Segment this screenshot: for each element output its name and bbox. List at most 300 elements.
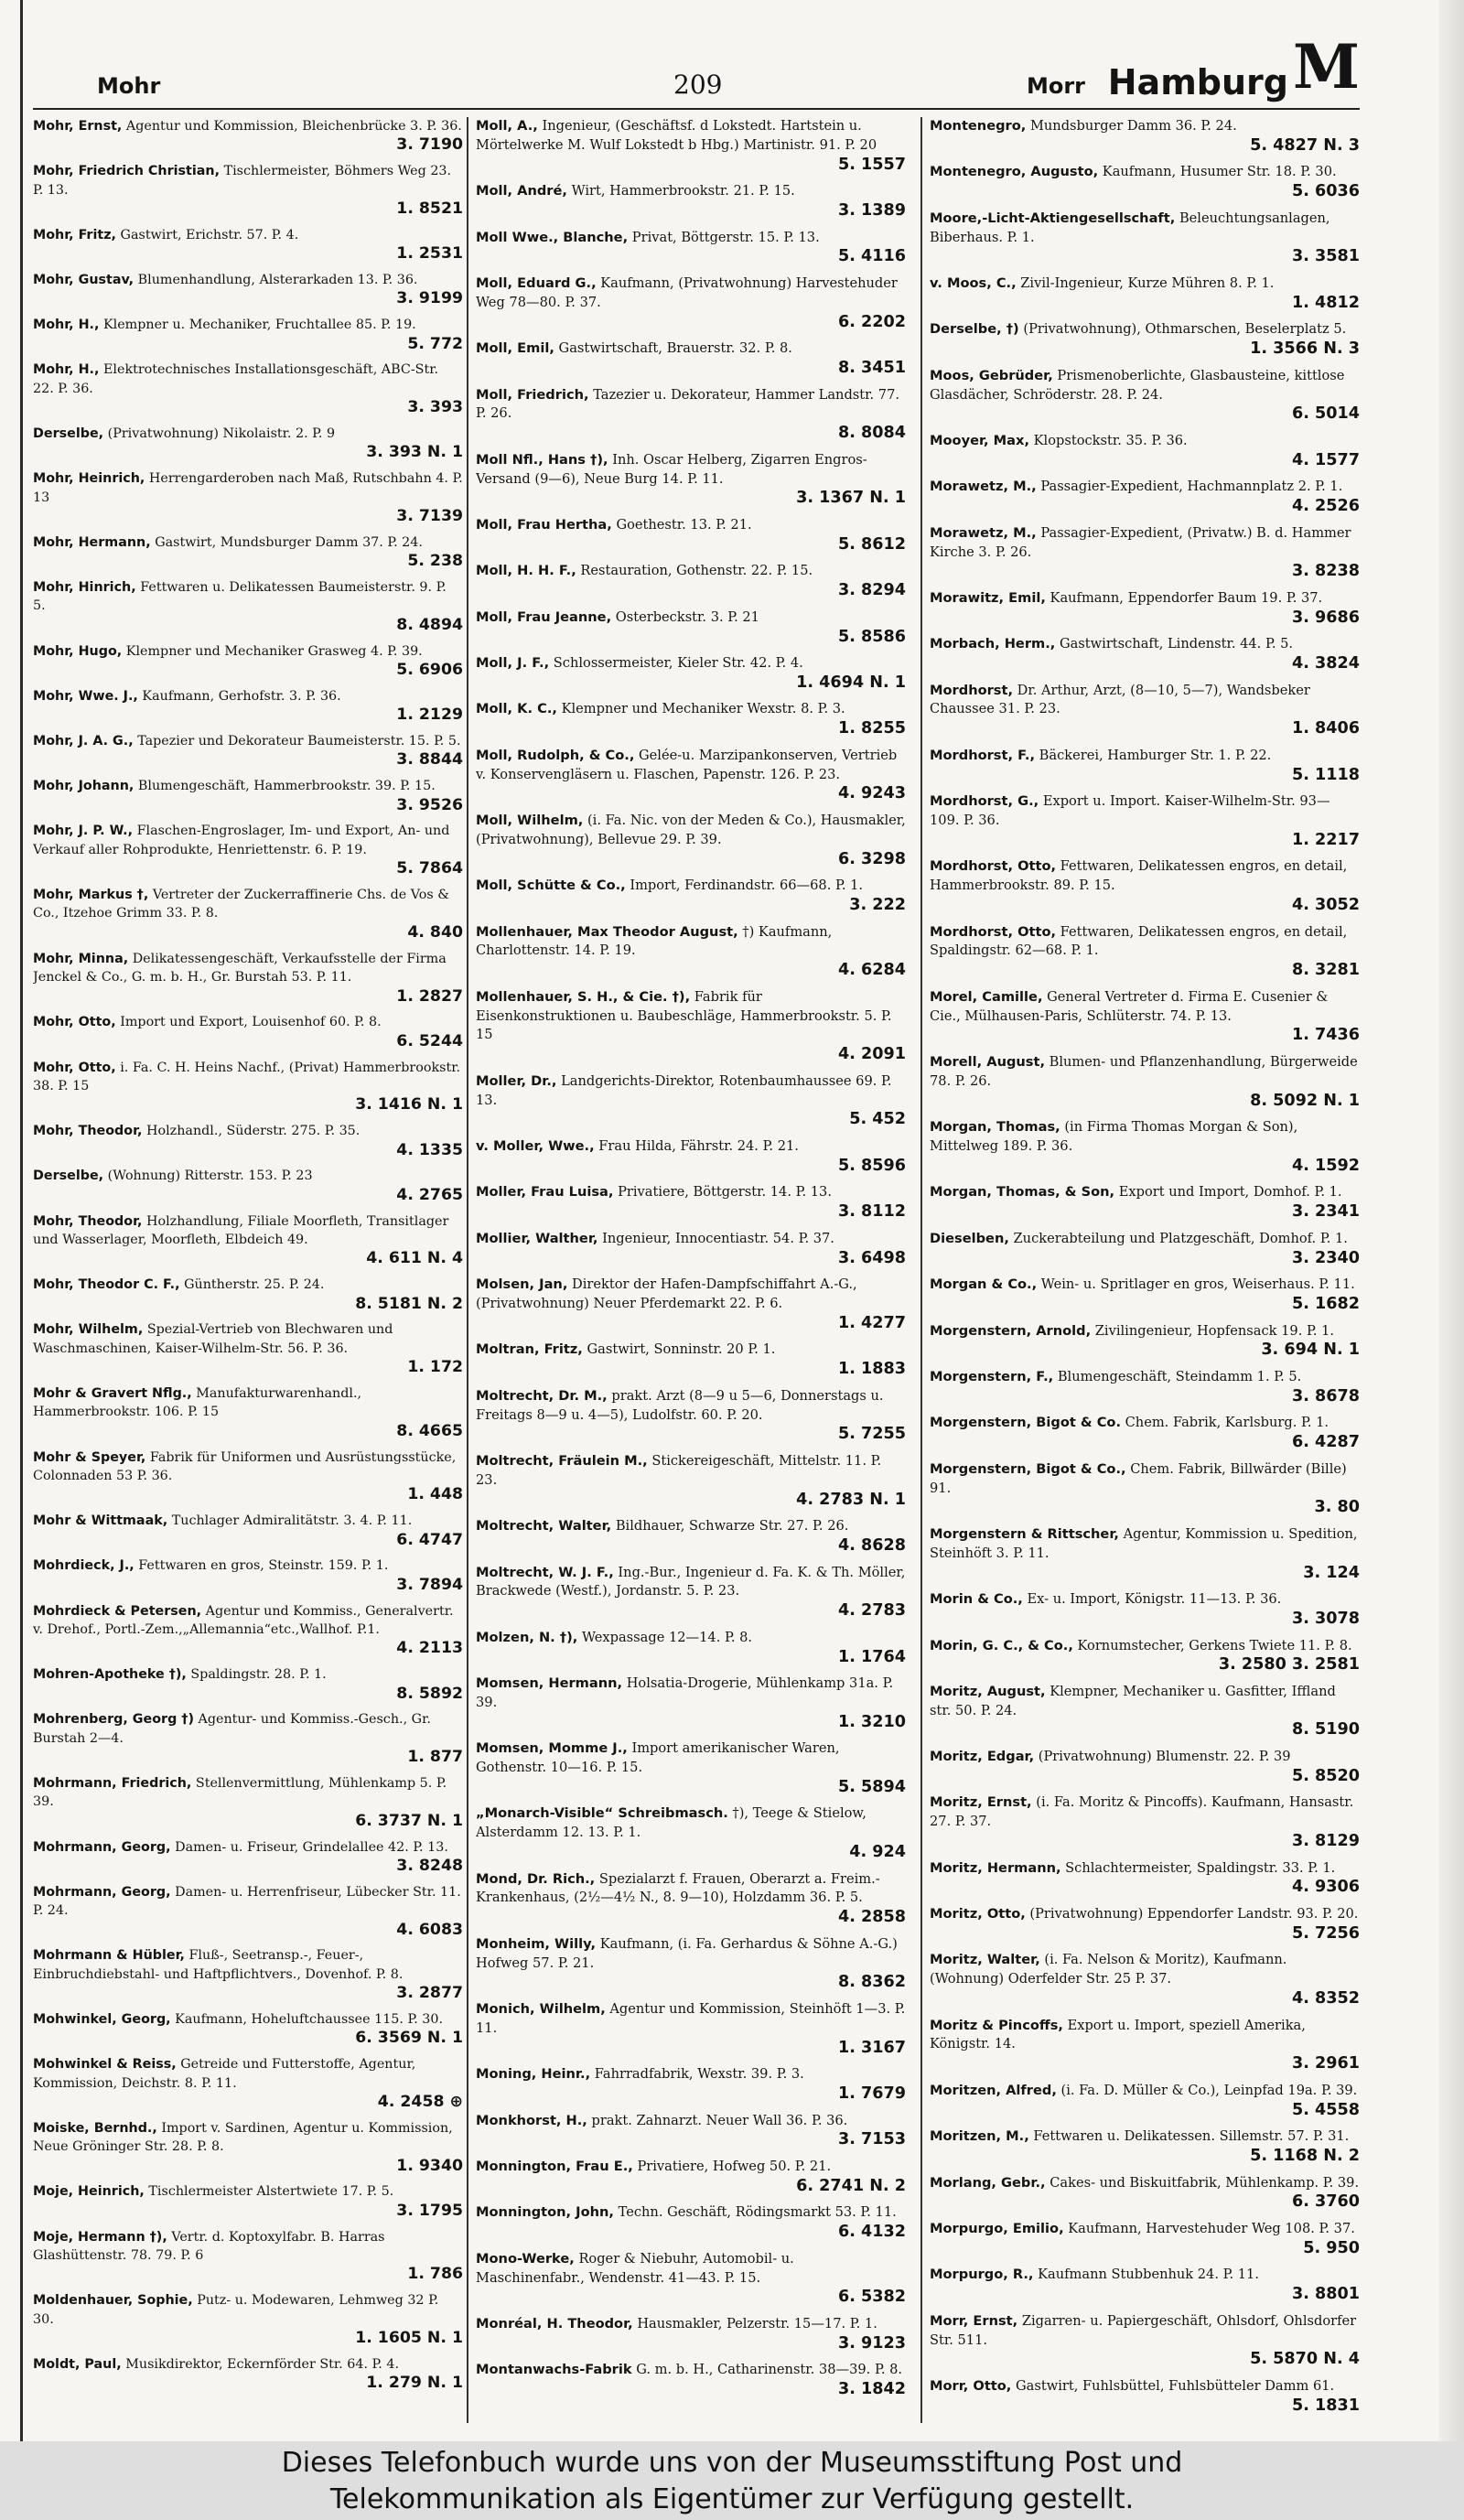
entry-details: Vertreter der Zuckerraffinerie Chs. de Vos & Co., Itzehoe Grimm 33. P. 8. [33,888,449,921]
entry-name: Moning, Heinr., [476,2066,591,2083]
entry-phone-number: 1. 7436 [1291,1026,1360,1045]
entry-phone-number: 5. 7864 [396,859,463,878]
entry-phone-number: 3. 7139 [396,507,463,526]
entry-phone-number: 1. 8521 [396,199,463,219]
entry-name: Moje, Heinrich, [33,2184,145,2200]
entry-details: Flaschen-Engroslager, Im- und Export, An- und Verkauf aller Rohprodukte, Henriettenstr. 6. P. 19. [33,824,450,857]
entry-details: Spaldingstr. 28. P. 1. [190,1667,327,1683]
entry-phone-number: 4. 924 [849,1843,906,1862]
directory-entry [33,1512,463,1549]
entry-details: Kaufmann, Husumer Str. 18. P. 30. [1102,164,1337,180]
directory-entry [33,1946,463,2002]
entry-name: Mohr, Otto, [33,1015,116,1030]
entry-details: Privatiere, Böttgerstr. 14. P. 13. [618,1184,832,1201]
directory-entry [476,1935,906,1992]
entry-phone-number: 6. 3760 [1291,2192,1360,2212]
entry-details: Blumen- und Pflanzenhandlung, Bürgerweide 78. P. 26. [930,1054,1358,1089]
directory-entry [33,822,463,878]
entry-phone-number: 4. 3052 [1291,896,1360,915]
entry-details: Agentur und Kommission, Steinhöft 1—3. P. 11. [476,2001,906,2036]
entry-details: Import und Export, Louisenhof 60. P. 8. [120,1015,382,1030]
directory-entry [476,1387,906,1444]
directory-entry [33,1167,463,1204]
entry-name: Moll, Eduard G., [476,275,597,291]
directory-entry [476,747,906,803]
entry-details: Agentur- und Kommiss.-Gesch., Gr. Burstah 2—4. [33,1712,431,1746]
directory-column-2 [476,117,906,2423]
entry-details: Landgerichts-Direktor, Rotenbaumhaussee 69. P. 13. [476,1072,892,1108]
entry-phone-number: 1. 2129 [396,705,463,725]
entry-details: Export u. Import, speziell Amerika, Königstr. 14. [930,2017,1306,2052]
entry-details: (Privatwohnung), Othmarschen, Beselerplatz 5. [1023,321,1347,338]
directory-entry [930,2377,1360,2416]
entry-phone-number: 1. 4694 N. 1 [796,673,906,692]
entry-phone-number: 1. 448 [407,1485,463,1504]
entry-details: Tapezier und Dekorateur Baumeisterstr. 15. P. 5. [137,734,461,749]
entry-name: Moll, Emil, [476,340,554,357]
directory-entry [930,1322,1360,1361]
entry-phone-number: 1. 172 [407,1358,463,1377]
directory-entry [476,451,906,508]
entry-name: Mohr, Ernst, [33,119,123,134]
entry-details: Ex- u. Import, Königstr. 11—13. P. 36. [1027,1591,1282,1608]
entry-name: Moll, Frau Hertha, [476,516,612,533]
footer-note [0,2445,1464,2518]
entry-details: Import amerikanischer Waren, Gothenstr. 10—16. P. 15. [476,1740,840,1776]
entry-details: Elektrotechnisches Installationsgeschäft, ABC-Str. 22. P. 36. [33,362,439,396]
entry-details: General Vertreter d. Firma E. Cusenier & Cie., Mülhausen-Paris, Schlüterstr. 74. P. 13. [930,988,1329,1024]
directory-entry [33,533,463,571]
entry-phone-number: 1. 9340 [396,2156,463,2175]
directory-entry [476,988,906,1064]
entry-name: Moiske, Bernhd., [33,2120,157,2136]
directory-entry [476,1183,906,1222]
directory-entry [930,1053,1360,1110]
directory-entry [33,271,463,308]
entry-phone-number: 3. 2580 3. 2581 [1218,1655,1360,1675]
entry-name: Moll, Rudolph, & Co., [476,747,635,763]
directory-entry [476,1517,906,1556]
entry-name: Moltrecht, W. J. F., [476,1564,614,1580]
entry-details: Cakes- und Biskuitfabrik, Mühlenkamp. P. 39. [1050,2174,1360,2191]
entry-phone-number: 4. 9306 [1291,1878,1360,1897]
entry-name: Mollenhauer, S. H., & Cie. †), [476,988,691,1005]
entry-name: Moritzen, M., [930,2128,1029,2145]
directory-entry [33,2182,463,2220]
entry-phone-number: 1. 3566 N. 3 [1250,339,1360,359]
entry-name: Mohwinkel & Reiss, [33,2057,177,2073]
entry-phone-number: 6. 4287 [1291,1433,1360,1452]
entry-phone-number: 5. 8596 [837,1156,906,1175]
entry-details: Zivilingenieur, Hopfensack 19. P. 1. [1094,1322,1335,1339]
entry-name: Monnington, Frau E., [476,2159,633,2174]
entry-phone-number: 3. 8248 [396,1857,463,1875]
entry-phone-number: 6. 5014 [1291,404,1360,424]
entry-name: Mohrdieck, J., [33,1558,135,1574]
entry-name: Mono-Werke, [476,2250,575,2267]
entry-phone-number: 4. 8628 [837,1535,906,1555]
entry-phone-number: 3. 2877 [396,1984,463,2003]
entry-details: (Privatwohnung) Eppendorfer Landstr. 93. P. 20. [1029,1906,1359,1922]
entry-phone-number: 4. 6284 [837,961,906,980]
entry-phone-number: 4. 1335 [396,1140,463,1159]
entry-phone-number: 3. 7894 [396,1575,463,1594]
entry-details: Schlossermeister, Kieler Str. 42. P. 4. [553,655,803,672]
directory-entry [930,988,1360,1045]
entry-details: Tuchlager Admiralitätstr. 3. 4. P. 11. [171,1513,413,1529]
entry-name: Mohr, Johann, [33,779,135,794]
entry-name: Mohr, Markus †, [33,888,149,903]
entry-name: Morin & Co., [930,1591,1023,1608]
entry-phone-number: 1. 7679 [837,2084,906,2104]
entry-details: Bäckerei, Hamburger Str. 1. P. 22. [1039,747,1272,763]
entry-name: Morgan, Thomas, & Son, [930,1184,1115,1201]
directory-entry [33,425,463,462]
directory-entry [930,2017,1360,2073]
entry-name: Mohr, Theodor, [33,1213,143,1229]
directory-entry [476,1137,906,1176]
entry-name: Morel, Camille, [930,988,1043,1005]
entry-name: Mooyer, Max, [930,432,1029,448]
directory-entry [930,635,1360,673]
entry-details: Klempner, Mechaniker u. Gasfitter, Iffland str. 50. P. 24. [930,1683,1336,1718]
entry-name: Mohr, Theodor, [33,1124,143,1139]
entry-details: Kaufmann, (i. Fa. Gerhardus & Söhne A.-G.) Hofweg 57. P. 21. [476,1935,898,1971]
entry-details: Restauration, Gothenstr. 22. P. 15. [580,563,813,579]
entry-name: Mohr, Friedrich Christian, [33,164,221,179]
directory-entry [930,2220,1360,2258]
directory-entry [476,2315,906,2353]
directory-entry [476,1452,906,1509]
entry-name: Morin, G. C., & Co., [930,1637,1073,1653]
entry-phone-number: 6. 5382 [837,2288,906,2307]
entry-phone-number: 1. 877 [407,1748,463,1767]
entry-phone-number: 3. 9526 [396,795,463,814]
entry-phone-number: 1. 8406 [1291,719,1360,738]
entry-name: Moll, Schütte & Co., [476,878,626,894]
entry-details: Kaufmann, Harvestehuder Weg 108. P. 37. [1068,2220,1355,2236]
entry-details: Ingenieur, (Geschäftsf. d Lokstedt. Hartstein u. Mörtelwerke M. Wulf Lokstedt b Hbg.) Martinistr. 91. P. 20 [476,118,877,153]
entry-details: Fabrik für Uniformen und Ausrüstungsstücke, Colonnaden 53 P. 36. [33,1449,457,1483]
entry-phone-number: 3. 2961 [1291,2054,1360,2073]
entry-phone-number: 5. 772 [407,334,463,353]
entry-details: Tazezier u. Dekorateur, Hammer Landstr. 77. P. 26. [476,386,899,422]
entry-name: Mohr, Gustav, [33,273,135,288]
entry-name: Mohr, Heinrich, [33,471,145,487]
entry-details: (Privatwohnung) Blumenstr. 22. P. 39 [1038,1749,1291,1765]
directory-entry [930,589,1360,628]
directory-entry [930,478,1360,516]
directory-entry [476,275,906,331]
entry-details: Export u. Import. Kaiser-Wilhelm-Str. 93—109. P. 36. [930,793,1330,829]
entry-details: Direktor der Hafen-Dampfschiffahrt A.-G., (Privatwohnung) Neuer Pferdemarkt 22. P. 6. [476,1276,857,1311]
entry-phone-number: 1. 3210 [837,1712,906,1731]
entry-name: v. Moller, Wwe., [476,1138,595,1154]
entry-details: Beleuchtungsanlagen, Biberhaus. P. 1. [930,210,1330,245]
entry-name: Mohr, Hermann, [33,534,151,550]
entry-phone-number: 1. 2217 [1291,830,1360,849]
entry-details: (i. Fa. Nic. von der Meden & Co.), Hausmakler, (Privatwohnung), Bellevue 29. P. 39. [476,813,906,847]
entry-details: Delikatessengeschäft, Verkaufsstelle der Firma Jenckel & Co., G. m. b. H., Gr. Burstah 53. P. 11. [33,951,447,985]
directory-entry [476,117,906,174]
directory-entry [930,1460,1360,1517]
entry-phone-number: 5. 7256 [1291,1923,1360,1943]
entry-details: Kaufmann, Gerhofstr. 3. P. 36. [142,688,341,704]
entry-phone-number: 5. 5870 N. 4 [1250,2350,1360,2369]
entry-phone-number: 4. 9243 [837,784,906,803]
entry-phone-number: 4. 6083 [396,1920,463,1939]
entry-name: Mohren-Apotheke †), [33,1667,187,1683]
entry-name: Moos, Gebrüder, [930,367,1053,383]
entry-name: Mordhorst, Otto, [930,858,1057,875]
directory-entry [476,2065,906,2104]
entry-phone-number: 1. 2827 [396,986,463,1006]
directory-entry [476,1564,906,1621]
directory-entry [476,654,906,693]
entry-details: Kaufmann, Eppendorfer Baum 19. P. 37. [1050,589,1323,606]
entry-phone-number: 3. 9199 [396,289,463,308]
entry-phone-number: 3. 3581 [1291,247,1360,266]
entry-details: Holsatia-Drogerie, Mühlenkamp 31a. P. 39. [476,1675,894,1710]
entry-phone-number: 3. 7153 [837,2130,906,2149]
footer-line-2: Telekommunikation als Eigentümer zur Verfügung gestellt. [329,2483,1135,2515]
entry-name: Derselbe, [33,1168,104,1184]
entry-phone-number: 5. 4116 [837,247,906,266]
directory-entry [930,747,1360,785]
directory-entry [33,1556,463,1594]
directory-entry [476,877,906,915]
entry-phone-number: 1. 786 [407,2265,463,2284]
entry-phone-number: 5. 7255 [837,1425,906,1444]
entry-name: Moritz, Otto, [930,1906,1026,1922]
entry-details: Kaufmann, Hoheluftchaussee 115. P. 30. [175,2012,444,2028]
entry-details: Wexpassage 12—14. P. 8. [581,1629,753,1645]
entry-name: Moritz, Edgar, [930,1749,1035,1765]
entry-details: Privat, Böttgerstr. 15. P. 13. [631,229,820,245]
entry-name: Monheim, Willy, [476,1935,597,1952]
entry-details: Mundsburger Damm 36. P. 24. [1029,118,1237,134]
entry-name: Moritz, Walter, [930,1952,1040,1968]
entry-name: Morawitz, Emil, [930,589,1046,606]
directory-entry [930,1183,1360,1222]
entry-name: Mollier, Walther, [476,1230,598,1246]
directory-entry [930,2082,1360,2120]
entry-name: Moll, K. C., [476,701,557,717]
entry-name: Morawetz, M., [930,479,1037,495]
directory-entry [33,1320,463,1376]
entry-name: Moore,-Licht-Aktiengesellschaft, [930,210,1176,226]
entry-phone-number: 6. 5244 [396,1031,463,1050]
directory-entry [33,1838,463,1876]
entry-name: Moldenhauer, Sophie, [33,2293,193,2309]
entry-details: Privatiere, Hofweg 50. P. 21. [637,2159,832,2174]
directory-entry [930,432,1360,470]
entry-phone-number: 3. 8129 [1291,1832,1360,1851]
entry-name: Moller, Dr., [476,1072,557,1089]
entry-details: Chem. Fabrik, Karlsburg. P. 1. [1125,1415,1329,1431]
entry-phone-number: 4. 611 N. 4 [366,1249,463,1268]
entry-phone-number: 3. 8294 [837,581,906,600]
entry-phone-number: 3. 6498 [837,1248,906,1267]
entry-phone-number: 6. 2741 N. 2 [796,2176,906,2195]
entry-phone-number: 4. 2783 N. 1 [796,1490,906,1509]
directory-entry [476,1629,906,1667]
page-header [33,31,1360,102]
directory-entry [33,1122,463,1159]
entry-details: Klempner und Mechaniker Wexstr. 8. P. 3. [561,701,845,717]
entry-details: Getreide und Futterstoffe, Agentur, Kommission, Deichstr. 8. P. 11. [33,2057,416,2091]
entry-details: Passagier-Expedient, Hachmannplatz 2. P. 1. [1040,479,1343,495]
directory-entry [930,2266,1360,2304]
entry-name: Morbach, Herm., [930,636,1056,652]
entry-name: Moll Wwe., Blanche, [476,229,629,245]
entry-phone-number: 5. 5894 [837,1777,906,1796]
directory-entry [476,1072,906,1129]
entry-phone-number: 3. 3078 [1291,1609,1360,1628]
directory-entry [33,2055,463,2111]
entry-phone-number: 3. 80 [1314,1498,1360,1517]
entry-phone-number: 5. 4558 [1291,2100,1360,2119]
directory-entry [33,950,463,1006]
entry-details: Gastwirtschaft, Lindenstr. 44. P. 5. [1059,636,1294,652]
entry-name: Moll, H. H. F., [476,563,576,579]
directory-entry [930,1276,1360,1314]
directory-entry [930,320,1360,359]
entry-details: Frau Hilda, Fährstr. 24. P. 21. [598,1138,799,1154]
directory-entry [476,923,906,980]
entry-phone-number: 6. 4132 [837,2223,906,2242]
directory-entry [33,687,463,725]
entry-name: Morgenstern, Arnold, [930,1322,1092,1339]
entry-name: Morlang, Gebr., [930,2174,1046,2191]
entry-phone-number: 8. 5092 N. 1 [1250,1091,1360,1110]
entry-phone-number: 3. 8112 [837,1202,906,1222]
entry-phone-number: 3. 1795 [396,2201,463,2220]
entry-phone-number: 3. 1416 N. 1 [355,1095,463,1115]
page-binding-edge [20,0,23,2441]
entry-phone-number: 3. 9123 [837,2333,906,2353]
entry-name: Mohr & Gravert Nflg., [33,1385,192,1401]
entry-phone-number: 8. 4894 [396,615,463,634]
entry-name: Moritz & Pincoffs, [930,2017,1063,2033]
directory-entry [33,361,463,416]
directory-entry [33,2355,463,2393]
directory-entry [476,2203,906,2242]
directory-entry [33,1602,463,1658]
entry-phone-number: 8. 3281 [1291,961,1360,980]
entry-phone-number: 5. 6906 [396,661,463,680]
entry-name: Mohr, J. A. G., [33,734,134,749]
entry-details: Export und Import, Domhof. P. 1. [1118,1184,1342,1201]
entry-name: Monnington, John, [476,2204,614,2221]
entry-name: Momsen, Hermann, [476,1675,623,1692]
directory-entry [476,700,906,738]
directory-entry [476,2250,906,2307]
entry-name: Montanwachs-Fabrik [476,2362,632,2378]
entry-details: Fahrradfabrik, Wexstr. 39. P. 3. [594,2066,804,2083]
entry-details: Herrengarderoben nach Maß, Rutschbahn 4. P. 13 [33,471,463,505]
entry-details: Passagier-Expedient, (Privatw.) B. d. Hammer Kirche 3. P. 26. [930,524,1351,560]
entry-details: (i. Fa. Nelson & Moritz), Kaufmann. (Wohnung) Oderfelder Str. 25 P. 37. [930,1952,1287,1987]
directory-entry [33,2228,463,2284]
entry-details: (Wohnung) Ritterstr. 153. P. 23 [107,1168,313,1184]
directory-entry [476,1870,906,1927]
entry-details: prakt. Arzt (8—9 u 5—6, Donnerstags u. Freitags 8—9 u. 4—5), Ludolfstr. 60. P. 20. [476,1387,884,1423]
directory-entry [930,2312,1360,2369]
directory-entry [33,2119,463,2175]
entry-phone-number: 5. 8612 [837,534,906,554]
entry-phone-number: 1. 4277 [837,1313,906,1332]
entry-name: Mohr & Speyer, [33,1449,146,1465]
header-rule [33,108,1360,110]
entry-details: Gastwirt, Sonninstr. 20 P. 1. [587,1341,776,1358]
directory-entry [930,163,1360,201]
directory-entry [930,792,1360,849]
entry-name: Molzen, N. †), [476,1629,578,1645]
directory-entry [930,1118,1360,1175]
entry-details: Fettwaren, Delikatessen engros, en detail, Spaldingstr. 62—68. P. 1. [930,923,1348,959]
directory-entry [33,1384,463,1440]
entry-details: Gastwirtschaft, Brauerstr. 32. P. 8. [558,340,792,357]
entry-phone-number: 5. 1557 [837,155,906,174]
entry-details: Blumengeschäft, Hammerbrookstr. 39. P. 15. [137,779,436,794]
entry-details: Wirt, Hammerbrookstr. 21. P. 15. [571,183,795,199]
header-city: Hamburg [1107,62,1288,102]
entry-details: Fettwaren u. Delikatessen. Sillemstr. 57. P. 31. [1033,2128,1350,2145]
directory-entry [930,367,1360,424]
entry-details: †), Teege & Stielow, Alsterdamm 12. 13. P. 1. [476,1805,867,1841]
entry-name: Morgenstern, Bigot & Co., [930,1460,1126,1477]
entry-details: Import v. Sardinen, Agentur u. Kommission, Neue Gröninger Str. 28. P. 8. [33,2120,453,2155]
directory-entry [930,1414,1360,1452]
entry-name: Moll, Friedrich, [476,386,589,403]
entry-phone-number: 3. 124 [1303,1563,1360,1582]
entry-phone-number: 3. 2340 [1291,1248,1360,1267]
entry-name: Mordhorst, [930,682,1014,698]
entry-details: Zuckerabteilung und Platzgeschäft, Domhof. P. 1. [1013,1230,1348,1246]
entry-details: Bildhauer, Schwarze Str. 27. P. 26. [615,1518,849,1535]
entry-details: Stellenvermittlung, Mühlenkamp 5. P. 39. [33,1775,447,1810]
entry-phone-number: 3. 7190 [396,135,463,155]
entry-details: (Privatwohnung) Nikolaistr. 2. P. 9 [107,426,336,442]
directory-entry [33,578,463,634]
entry-name: Montenegro, [930,118,1027,134]
header-left-keyword: Mohr [97,73,161,99]
directory-entry [33,469,463,525]
entry-details: Güntherstr. 25. P. 24. [184,1277,325,1293]
entry-phone-number: 5. 8520 [1291,1766,1360,1785]
entry-details: Zivil-Ingenieur, Kurze Mühren 8. P. 1. [1020,275,1275,291]
entry-phone-number: 1. 2531 [396,244,463,264]
entry-name: Mohr & Wittmaak, [33,1513,168,1529]
entry-name: Moll Nfl., Hans †), [476,451,608,468]
header-right-keyword: Morr [1026,73,1085,99]
entry-phone-number: 5. 452 [849,1110,906,1129]
entry-name: Morr, Ernst, [930,2312,1018,2329]
directory-entry [930,275,1360,313]
entry-phone-number: 8. 5181 N. 2 [355,1294,463,1313]
entry-details: Gastwirt, Fuhlsbüttel, Fuhlsbütteler Damm 61. [1016,2377,1335,2394]
directory-entry [930,1748,1360,1786]
directory-entry [930,524,1360,581]
entry-details: Dr. Arthur, Arzt, (8—10, 5—7), Wandsbeker Chaussee 31. P. 23. [930,682,1310,717]
entry-details: Tischlermeister Alstertwiete 17. P. 5. [148,2184,394,2200]
entry-name: Mohrdieck & Petersen, [33,1603,202,1619]
entry-name: Morpurgo, R., [930,2267,1034,2283]
directory-entry [930,2127,1360,2166]
entry-name: Mohr, Theodor C. F., [33,1277,180,1293]
entry-phone-number: 3. 2341 [1291,1202,1360,1222]
